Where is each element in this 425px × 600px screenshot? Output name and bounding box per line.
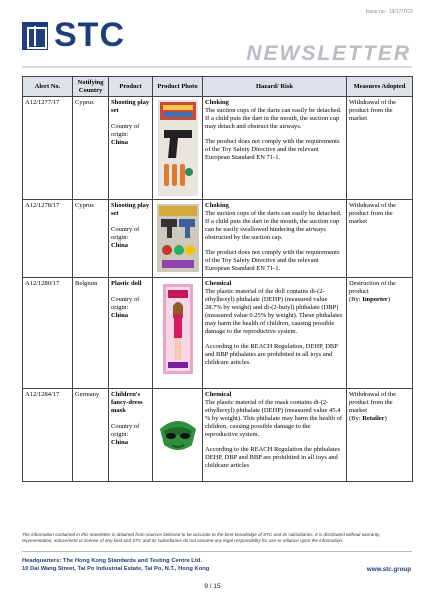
- product-alerts-table: [22, 76, 413, 482]
- product-cell: [109, 389, 153, 482]
- country-cell: Cyprus: [73, 200, 109, 278]
- product-cell: [109, 278, 153, 389]
- toy-gun-photo: [158, 100, 198, 196]
- hazard-description: The suction cups of the darts can easily be detached. If a child puts the dart in the mouth, the suction cup may detach and obstruct the airways.: [205, 107, 342, 130]
- measures-text: Withdrawal of the product from the market: [349, 391, 397, 414]
- origin-value: China: [111, 139, 128, 146]
- photo-cell: [153, 97, 203, 200]
- measures-by: Retailer: [362, 415, 385, 422]
- alert-no-cell: A12/1280/17: [23, 278, 73, 389]
- website-link[interactable]: www.stc.group: [366, 566, 411, 573]
- hazard-title: Choking: [205, 202, 229, 209]
- newsletter-title: NEWSLETTER: [246, 42, 411, 65]
- measures-text: Destruction of the product: [349, 280, 396, 295]
- hazard-cell: [203, 389, 347, 482]
- photo-cell: [153, 389, 203, 482]
- measures-cell: [347, 389, 413, 482]
- headquarters-line-1: Headquarters: The Hong Kong Standards and Testing Centre Ltd.: [22, 558, 202, 564]
- alert-no-cell: A12/1277/17: [23, 97, 73, 200]
- table-row: [23, 97, 413, 200]
- product-name: Children's fancy-dress mask: [111, 391, 143, 414]
- measures-by-prefix: (By:: [349, 296, 363, 303]
- col-header-country: Notifying Country: [73, 77, 109, 97]
- origin-label: Country of origin:: [111, 123, 140, 138]
- hazard-cell: [203, 278, 347, 389]
- col-header-photo: Product Photo: [153, 77, 203, 97]
- origin-value: China: [111, 439, 128, 446]
- footer-divider: [22, 551, 412, 552]
- product-name: Shooting play set: [111, 202, 150, 217]
- hazard-title: Chemical: [205, 280, 232, 287]
- photo-cell: [153, 278, 203, 389]
- hazard-regulation: According to the REACH Regulation the phthalates DEHP, DBP and BBP are prohibited in all toys and childcare articles: [205, 446, 341, 469]
- hazard-compliance: The product does not comply with the requirements of the Toy Safety Directive and the relevant European Standard EN 71-1.: [205, 249, 340, 272]
- toy-gun-set-photo: [157, 204, 199, 272]
- measures-cell: [347, 278, 413, 389]
- table-row: [23, 278, 413, 389]
- hazard-cell: [203, 200, 347, 278]
- origin-label: Country of origin:: [111, 423, 140, 438]
- table-row: [23, 389, 413, 482]
- doll-package-photo: [163, 284, 193, 374]
- product-name: Plastic doll: [111, 280, 142, 287]
- measures-by-prefix: (By:: [349, 415, 363, 422]
- hazard-description: The plastic material of the mask contains di-(2-ethylhexyl) phthalate (DEHP) (measured value 45.4 % by weight). This phthalate may harm the health of children, causing possible damage to the reproductive system.: [205, 399, 343, 438]
- page-header: [0, 0, 425, 72]
- photo-cell: [153, 200, 203, 278]
- hazard-title: Choking: [205, 99, 229, 106]
- hazard-cell: [203, 97, 347, 200]
- alert-no-cell: A12/1284/17: [23, 389, 73, 482]
- hazard-regulation: According to the REACH Regulation, DEHP, DBP and BBP phthalates are prohibited in all toys and childcare articles.: [205, 343, 338, 366]
- col-header-product: Product: [109, 77, 153, 97]
- country-cell: Cyprus: [73, 97, 109, 200]
- product-cell: [109, 200, 153, 278]
- origin-label: Country of origin:: [111, 226, 140, 241]
- footer-disclaimer: The information contained in this newsletter is obtained from sources believed to be accurate to the best knowledge of STC and its subsidiaries. It is distributed without warranty, representation, inducement or license of any kind and STC and its subsidiaries do not assume any legal responsibility for use or reliance upon the information.: [22, 532, 381, 543]
- measures-by-suffix: ): [384, 415, 387, 422]
- stc-logo-text: STC: [54, 16, 125, 54]
- headquarters-line-2: 10 Dai Wang Street, Tai Po Industrial Estate, Tai Po, N.T., Hong Kong: [22, 566, 210, 572]
- country-cell: Belgium: [73, 278, 109, 389]
- origin-value: China: [111, 312, 128, 319]
- header-divider: [22, 66, 412, 68]
- page-number: 9 / 15: [204, 583, 221, 590]
- measures-by: Importer: [362, 296, 388, 303]
- country-cell: Germany: [73, 389, 109, 482]
- measures-by-suffix: ): [387, 296, 390, 303]
- hazard-description: The suction cups of the darts can easily be detached. If a child puts the dart in the mouth, the suction cup can be easily swallowed hindering the airways obstructed by the suction cap.: [205, 210, 342, 241]
- green-mask-photo: [158, 419, 198, 453]
- hazard-description: The plastic material of the doll contains di-(2-ethylhexyl) phthalate (DEHP) (measured value 28.7% by weight) and di-(2-butyl) phthalate (DBP) (measured value 0.25% by weight). These phthalates may harm the health of children, causing possible damage to the reproductive system.: [205, 288, 343, 335]
- table-row: [23, 200, 413, 278]
- stc-logo-mark-icon: [22, 22, 48, 50]
- hazard-title: Chemical: [205, 391, 232, 398]
- col-header-hazard: Hazard/ Risk: [203, 77, 347, 97]
- alert-no-cell: A12/1278/17: [23, 200, 73, 278]
- origin-value: China: [111, 242, 128, 249]
- measures-cell: Withdrawal of the product from the market: [347, 200, 413, 278]
- product-cell: [109, 97, 153, 200]
- issue-number: Issue no.: 19/17/TCD: [365, 9, 413, 15]
- col-header-measures: Measures Adopted: [347, 77, 413, 97]
- product-name: Shooting play set: [111, 99, 150, 114]
- col-header-alert-no: Alert No.: [23, 77, 73, 97]
- measures-cell: Withdrawal of the product from the market: [347, 97, 413, 200]
- origin-label: Country of origin:: [111, 296, 140, 311]
- table-header-row: [23, 77, 413, 97]
- hazard-compliance: The product does not comply with the requirements of the Toy Safety Directive and the relevant European Standard EN 71-1.: [205, 138, 340, 161]
